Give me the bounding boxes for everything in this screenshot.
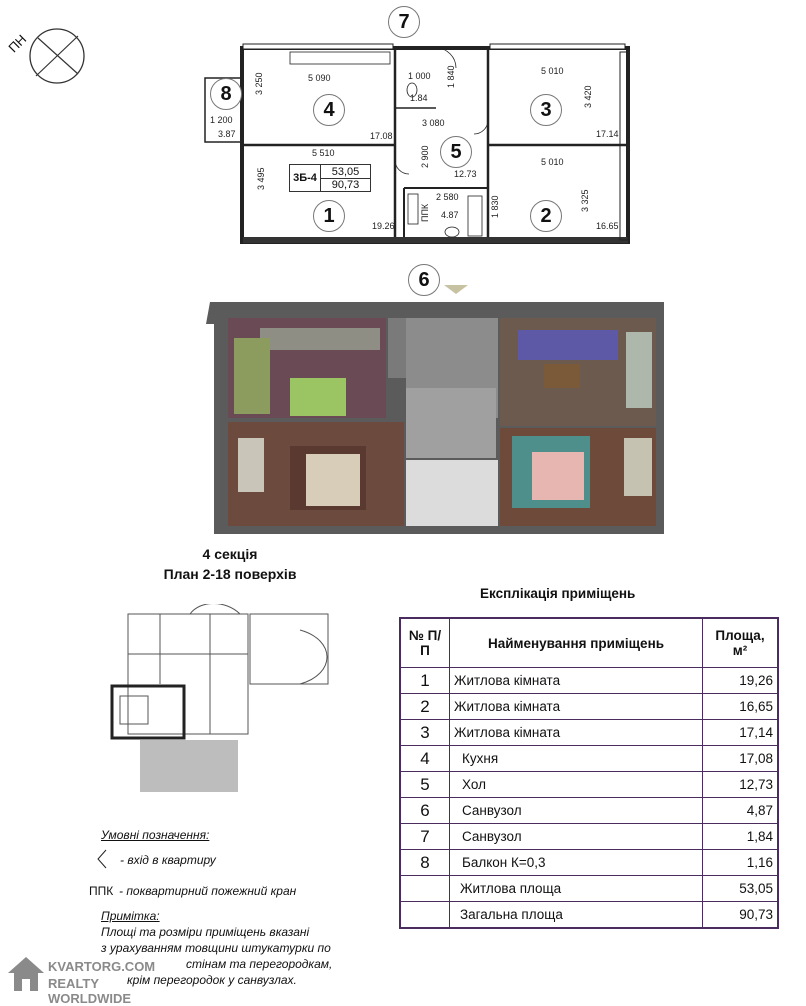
- dim-3495: 3 495: [256, 167, 266, 190]
- col-header-name: Найменування приміщень: [450, 618, 703, 668]
- area-kitchen: 17.08: [370, 131, 393, 141]
- dim-5010-mid: 5 010: [541, 157, 564, 167]
- dim-1000: 1 000: [408, 71, 431, 81]
- dim-3420: 3 420: [583, 85, 593, 108]
- house-icon: [6, 955, 46, 995]
- table-header-row: [400, 618, 778, 668]
- apartment-living-area: 53,05: [321, 166, 370, 179]
- table-row: 2 Житлова кімната 16,65: [400, 694, 778, 720]
- section-title: 4 секція: [202, 546, 258, 562]
- apartment-code: 3Б-4: [290, 165, 321, 191]
- table-row: 5 Хол 12,73: [400, 772, 778, 798]
- room-bubble-8: 8: [210, 78, 242, 110]
- apartment-total-area: 90,73: [331, 178, 360, 191]
- legend-entry: - вхід в квартиру: [120, 853, 216, 867]
- note-line-4: крім перегородок у санвузлах.: [127, 973, 297, 987]
- legend-ppk-text: - поквартирний пожежний кран: [119, 884, 297, 898]
- entrance-marker-icon: [96, 848, 108, 870]
- dim-5510: 5 510: [312, 148, 335, 158]
- dim-1-84: 1.84: [410, 93, 428, 103]
- area-hall: 12.73: [454, 169, 477, 179]
- table-total-row: Загальна площа 90,73: [400, 902, 778, 929]
- legend-title: Умовні позначення:: [101, 828, 210, 842]
- entrance-arrow-icon: [444, 285, 468, 294]
- dim-5090: 5 090: [308, 73, 331, 83]
- area-room-3: 17.14: [596, 129, 619, 139]
- ppk-label: ППК: [420, 203, 430, 222]
- area-room-1: 19.26: [372, 221, 395, 231]
- watermark-logo: [6, 955, 176, 1006]
- table-title: Експлікація приміщень: [480, 586, 636, 601]
- explication-table: [399, 617, 779, 929]
- dim-3250: 3 250: [254, 72, 264, 95]
- note-line-1: Площі та розміри приміщень вказані: [101, 925, 310, 939]
- dim-2900: 2 900: [420, 145, 430, 168]
- compass-label: ПН: [5, 31, 30, 56]
- note-line-3: стінам та перегородкам,: [186, 957, 333, 971]
- area-balcony: 3.87: [218, 129, 236, 139]
- room-bubble-6: 6: [408, 264, 440, 296]
- watermark-line-2: REALTY WORLDWIDE: [48, 976, 132, 1006]
- watermark-line-1: KVARTORG.COM: [48, 959, 156, 974]
- note-title: Примітка:: [101, 909, 160, 923]
- room-bubble-2: 2: [530, 200, 562, 232]
- col-header-area: Площа, м²: [703, 618, 779, 668]
- area-room-2: 16.65: [596, 221, 619, 231]
- dim-3325: 3 325: [580, 189, 590, 212]
- dim-5010-top: 5 010: [541, 66, 564, 76]
- apartment-tag: [289, 164, 371, 192]
- col-header-number: № П/П: [400, 618, 450, 668]
- table-row: 7 Санвузол 1,84: [400, 824, 778, 850]
- compass-icon: [30, 29, 84, 83]
- dim-1830: 1 830: [490, 195, 500, 218]
- dim-3080: 3 080: [422, 118, 445, 128]
- table-row: 3 Житлова кімната 17,14: [400, 720, 778, 746]
- table-row: 1 Житлова кімната 19,26: [400, 668, 778, 694]
- room-bubble-3: 3: [530, 94, 562, 126]
- dim-1200: 1 200: [210, 115, 233, 125]
- room-bubble-7: 7: [388, 6, 420, 38]
- plan-title: План 2-18 поверхів: [163, 566, 297, 582]
- dim-2580: 2 580: [436, 192, 459, 202]
- room-bubble-1: 1: [313, 200, 345, 232]
- table-total-row: Житлова площа 53,05: [400, 876, 778, 902]
- apartment-3d-render: [200, 298, 680, 540]
- table-row: 8 Балкон К=0,3 1,16: [400, 850, 778, 876]
- key-plan-drawing: [100, 604, 340, 804]
- dim-1840: 1 840: [446, 65, 456, 88]
- room-bubble-4: 4: [313, 94, 345, 126]
- note-line-2: з урахуванням товщини штукатурки по: [101, 941, 331, 955]
- floor-plan-drawing: [0, 0, 806, 300]
- legend-ppk-abbr: ППК: [89, 884, 114, 898]
- area-bathroom: 4.87: [441, 210, 459, 220]
- room-bubble-5: 5: [440, 136, 472, 168]
- table-row: 6 Санвузол 4,87: [400, 798, 778, 824]
- table-row: 4 Кухня 17,08: [400, 746, 778, 772]
